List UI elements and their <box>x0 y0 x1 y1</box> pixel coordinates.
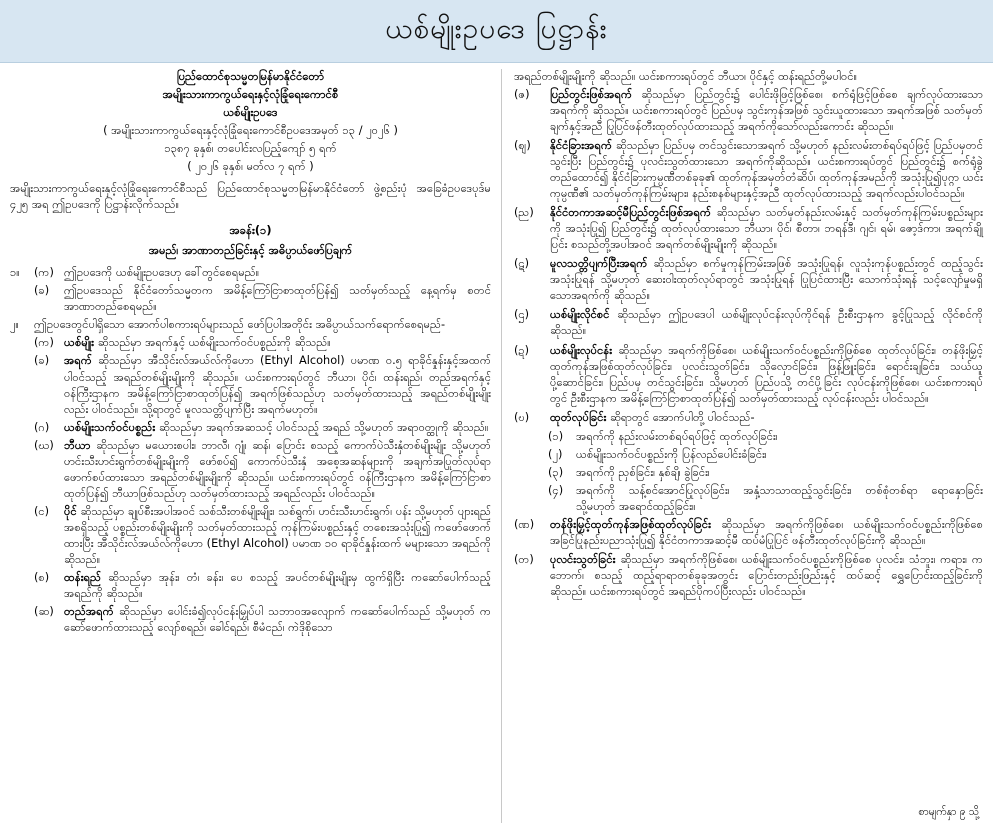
clause-2-sub-da <box>514 343 983 407</box>
clause-2-sa-text: ထန်းရည် ဆိုသည်မှာ အုန်း၊ တံ၊ ခန်း၊ ပေ စသည့် အပင်တစ်မျိုးမျိုးမှ ထွက်ရှိပြီး ကဆော်ပေါက်သည့် အရည်ကို ဆိုသည်။ <box>64 570 491 600</box>
clause-2-zha-text: နိုင်ငံခြားအရက် ဆိုသည်မှာ ပြည်ပမှ တင်သွင်းသောအရက် သို့မဟုတ် နည်းလမ်းတစ်ရပ်ရပ်ဖြင့် ပြည်ပမှတင်သွင်းပြီး ပြည်တွင်း၌ ပုလင်းသွတ်ထားသော အရက်ကိုဆိုသည်။ ယင်းစကားရပ်တွင် ပြည်တွင်း၌ စက်ရုံခွဲတည်ထောင်၍ နိုင်ငံခြားကုမ္ပဏီတစ်ခုခု၏ ထုတ်ကုန်အမှတ်တံဆိပ်၊ ထုတ်ကုန်အမည်ကို အသုံးပြု၍ပုဂ္ဂာ ယင်းကုမ္ပဏီ၏ သတ်မှတ်ကုန်ကြမ်းများ၊ နည်းစနစ်များနှင့်အညီ ထုတ်လုပ်ထားသည့် အရက်လည်းပါဝင်သည်။ <box>550 139 983 201</box>
chapter-label: အခန်း(၁) <box>229 224 272 238</box>
production-sub-4-label: (၄) <box>548 483 564 497</box>
clause-2-gha-text: ဘီယာ ဆိုသည်မှာ မယေားစပါး၊ ဘာလီ၊ ဂျုံ၊ ဆန်၊ ပြောင်း စသည့် ကောက်ပဲသီးနှံတစ်မျိုးမျိုး သို့မဟုတ် ဟင်းသီးဟင်းရွက်တစ်မျိုးမျိုးကို ဖော်စပ်၍ ကောက်ပဲသီးနှံ အစေ့အဆန်များကို အချက်အပြုတ်လုပ်ရာ ဖောက်စပ်ထားသော အရည်တစ်မျိုးမျိုးကို ဆိုသည်။ ယင်းစကားရပ်တွင် ဝန်ကြီးဌာနက အမိန့်ကြော်ငြာစာထုတ်ပြန်၍ ဘီယာဖြစ်သည်ဟု သတ်မှတ်ထားသည့် အရည်လည်း ပါဝင်သည်။ <box>64 438 491 500</box>
page-footer-note: စာမျက်နှာ ၉ သို့ <box>918 806 979 818</box>
clause-2-sub-ka <box>10 335 491 351</box>
preamble-line-5: ၁၃၈၇ ခုနှစ်၊ တပေါင်းလပြည့်ကျော် ၅ ရက် <box>164 142 337 156</box>
production-sub-1-text: အရက်ကို နည်းလမ်းတစ်ရပ်ရပ်ဖြင့် ထုတ်လုပ်ခြင်း၊ <box>576 429 778 443</box>
production-sub-2 <box>514 447 983 463</box>
clause-1-sub-a <box>10 265 491 281</box>
clause-1-number: ၁။ <box>10 266 20 280</box>
clause-2-intro-text: ဤဥပဒေတွင်ပါရှိသော အောက်ပါစကားရပ်များသည် ဖော်ပြပါအတိုင်း အဓိပ္ပာယ်သက်ရောက်စေရမည်- <box>34 318 446 332</box>
two-column-body <box>0 63 993 823</box>
clause-2-nya-label: (ည) <box>514 206 534 220</box>
clause-2-ga-text: ယစ်မျိုးသက်ဝင်ပစ္စည်း ဆိုသည်မှာ အရက်အဆသင့် ပါဝင်သည့် အရည် သို့မဟုတ် အရာဝတ္ထုကို ဆိုသည်။ <box>64 420 489 434</box>
clause-2-ta-label: (ဋ) <box>514 257 530 271</box>
clause-2-kha-label: (ခ) <box>34 354 50 368</box>
clause-2-da-text: ယစ်မျိုးလုပ်ငန်း ဆိုသည်မှာ အရက်ကိုဖြစ်စေ၊ ယစ်မျိုးသက်ဝင်ပစ္စည်းကိုဖြစ်စေ ထုတ်လုပ်ခြင်း၊ တန်ဖိုးမြှင့်ထုတ်ကုန်အဖြစ်ထုတ်လုပ်ခြင်း၊ ပုလင်းသွတ်ခြင်း၊ သိုလှောင်ခြင်း၊ ဖြန့်ဖြူးခြင်း၊ ရောင်းချခြင်း၊ သယ်ယူပို့ဆောင်ခြင်း၊ ပြည်ပမှ တင်သွင်းခြင်း၊ သို့မဟုတ် ပြည်ပသို့ တင်ပို့ခြင်း လုပ်ငန်းကိုဖြစ်စေ၊ ယင်းစကားရပ်တွင် ဦးစီးဌာနက အမိန့်ကြော်ငြာစာထုတ်ပြန်၍ သတ်မှတ်ထားသည့် လုပ်ငန်းလည်း ပါဝင်သည်။ <box>550 343 983 405</box>
clause-2-dha-label: (ဎ) <box>514 410 530 424</box>
clause-2-sub-gha <box>10 438 491 502</box>
clause-2-sub-kha <box>10 353 491 417</box>
page-header <box>0 0 993 63</box>
clause-2-zha-label: (ဈ) <box>514 139 531 153</box>
clause-1-a-text: ဤဥပဒေကို ယစ်မျိုးဥပဒေဟု ခေါ်တွင်စေရမည်။ <box>64 266 260 280</box>
clause-2-nga-label: (င) <box>34 504 50 518</box>
production-sub-4-text: အရက်ကို သန့်စင်အောင်ပြုလုပ်ခြင်း၊ အနှံ့သာသာထည့်သွင်းခြင်း၊ တစ်စုံတစ်ရာ ရောနှောခြင်း သို့မဟုတ် အရောင်ထည့်ခြင်း။ <box>576 483 983 513</box>
clause-2-intro <box>10 317 491 333</box>
clause-2-sub-ta <box>514 256 983 304</box>
clause-2-nya-text: နိုင်ငံတကာအဆင့်မီပြည်တွင်းဖြစ်အရက် ဆိုသည်မှာ သတ်မှတ်နည်းလမ်းနှင့် သတ်မှတ်ကုန်ကြမ်းပစ္စည်းများကို အသုံးပြု၍ ပြည်တွင်း၌ ထုတ်လုပ်ထားသော ဘီယာ၊ ပိုင်၊ စီတာ၊ ဘရန်ဒီ၊ ဂျင်၊ ရမ်၊ ဇော့ဒ်ကာ၊ အရက်ချိုပြင်း စသည်တို့အပါအဝင် အရက်တစ်မျိုးမျိုးကို ဆိုသည်။ <box>550 206 983 252</box>
clause-1-sub-b <box>10 283 491 315</box>
preamble-line-3: ယစ်မျိုးဥပဒေ <box>223 106 278 120</box>
clause-2-sub-sa <box>10 570 491 602</box>
production-sub-3-text: အရက်ကို ညှစ်ခြင်း၊ နှစ်ချိ၊ ခွဲခြင်း၊ <box>576 465 710 479</box>
preamble-line-4: ( အမျိုးသားကာကွယ်ရေးနှင့်လုံခြုံရေးကောင်စီဥပဒေအမှတ် ၁၃ / ၂၀၂၆ ) <box>103 124 398 138</box>
production-sub-4 <box>514 483 983 515</box>
continued-paragraph: အရည်တစ်မျိုးမျိုးကို ဆိုသည်။ ယင်းစကားရပ်တွင် ဘီယာ၊ ပိုင်နှင့် ထန်းရည်တို့မပါဝင်။ <box>514 70 858 83</box>
clause-2-nga-text: ပိုင် ဆိုသည်မှာ ချုပ်စီးအပါအဝင် သစ်သီးတစ်မျိုးမျိုး၊ သစ်ရွက်၊ ဟင်းသီးဟင်းရွက်၊ ပန်း သို့မဟုတ် ပျားရည် အစရှိသည့် ပစ္စည်းတစ်မျိုးမျိုးကို သတ်မှတ်ထားသည့် ကုန်ကြမ်းပစ္စည်းနှင့် တစေးအသုံးပြု၍ ကဖော်ဖောက်ထားပြီး အီသိုင်းလ်အယ်လ်ကိုဟော (Ethyl Alcohol) ပမာဏ ၁၀ ရာခိုင်နှုန်းထက် မများသော အရည်ကို ဆိုသည်။ <box>64 504 491 566</box>
preamble-line-6: ( ၂၀၂၆ ခုနှစ်၊ မတ်လ ၇ ရက် ) <box>187 160 314 174</box>
clause-2-hta-text: ယစ်မျိုးလိုင်စင် ဆိုသည်မှာ ဤဥပဒေပါ ယစ်မျိုးလုပ်ငန်းလုပ်ကိုင်ရန် ဦးစီးဌာနက ခွင့်ပြုသည့် လိုင်စင်ကို ဆိုသည်။ <box>550 308 983 338</box>
clause-2-na-label: (ဏ) <box>514 517 535 531</box>
enacting-clause: အမျိုးသားကာကွယ်ရေးနှင့်လုံခြုံရေးကောင်စီသည် ပြည်ထောင်စုသမ္မတမြန်မာနိုင်ငံတော် ဖွဲ့စည်းပုံ အခြေခံဥပဒေပုဒ်မ ၄၂၅ အရ ဤဥပဒေကို ပြဋ္ဌာန်းလိုက်သည်။ <box>10 182 491 212</box>
page-title: ယစ်မျိုးဥပဒေ ပြဋ္ဌာန်း <box>385 12 608 45</box>
clause-2-kha-text: အရက် ဆိုသည်မှာ အီသိုင်းလ်အယ်လ်ကိုဟော (Ethyl Alcohol) ပမာဏ ၀.၅ ရာခိုင်နှုန်းနှင့်အထက် ပါဝင်သည့် အရည်တစ်မျိုးမျိုးကို ဆိုသည်။ ယင်းစကားရပ်တွင် ဘီယာ၊ ပိုင်၊ ထန်းရည်၊ တည်အရက်နှင့် ဝန်ကြီးဌာနက အမိန့်ကြော်ငြာစာထုတ်ပြန်၍ အရက်ဖြစ်သည်ဟု သတ်မှတ်ထားသည့် အရည်တစ်မျိုးမျိုးလည်း ပါဝင်သည်။ သို့ရာတွင် မူလသတ္တိပျက်ပြီး အရက်မဟုတ်။ <box>64 354 491 416</box>
clause-2-sub-nga <box>10 504 491 568</box>
production-sub-1-label: (၁) <box>548 429 564 443</box>
clause-2-hta-label: (ဌ) <box>514 308 530 322</box>
left-column <box>10 69 502 823</box>
production-sub-2-label: (၂) <box>548 447 563 461</box>
clause-2-tta-text: ပုလင်းသွတ်ခြင်း ဆိုသည်မှာ အရက်ကိုဖြစ်စေ၊ ယစ်မျိုးသက်ဝင်ပစ္စည်းကိုဖြစ်စေ ပုလင်း၊ သံဘူး၊ ကရား၊ ကဘောက်၊ စသည့် ထည့်ရာရာတစ်ခုခုအတွင်း ပြောင်းတည်းဖြည်းနှင့် ထပ်ဆင့် ရွှေပြောင်းထည့်ခြင်းကို ဆိုသည်။ ယင်းစကားရပ်တွင် အရည်ပိုကပ်ပြီးလည်း ပါဝင်သည်။ <box>550 552 983 598</box>
clause-2-number: ၂။ <box>10 318 19 332</box>
clause-2-dha-text: ထုတ်လုပ်ခြင်း ဆိုရာတွင် အောက်ပါတို့ ပါဝင်သည်- <box>550 410 755 424</box>
production-sub-3-label: (၃) <box>548 465 564 479</box>
clause-2-sub-nya <box>514 205 983 253</box>
preamble-block <box>10 69 491 175</box>
clause-2-na-text: တန်ဖိုးမြှင့်ထုတ်ကုန်အဖြစ်ထုတ်လုပ်ခြင်း ဆိုသည်မှာ အရက်ကိုဖြစ်စေ၊ ယစ်မျိုးသက်ဝင်ပစ္စည်းကိုဖြစ်စေ အခြင်ပြုနည်းပညာသုံးပြု၍ နိုင်ငံတကာအဆင့်မီ ထပ်မံပြုပြင် ဖန်တီးထုတ်လုပ်ခြင်းကို ဆိုသည်။ <box>550 517 983 547</box>
clause-2-ta-text: မူလသတ္တိပျက်ပြီးအရက် ဆိုသည်မှာ စက်မှုကုန်ကြမ်းအဖြစ် အသုံးပြုရန်၊ လူသုံးကုန်ပစ္စည်းတွင် ထည့်သွင်းအသုံးပြုရန် သို့မဟုတ် ဆေးဝါးထုတ်လုပ်ရာတွင် အသုံးပြုရန် ပြုပြင်ထားပြီး သောက်သုံးရန် သင့်လျော်မှုမရှိသောအရက်ကို ဆိုသည်။ <box>550 257 983 303</box>
production-sub-1 <box>514 429 983 445</box>
production-sub-2-text: ယစ်မျိုးသက်ဝင်ပစ္စည်းကို ပြန်လည်ပေါင်းခံခြင်း၊ <box>576 447 767 461</box>
preamble-line-1: ပြည်ထောင်စုသမ္မတမြန်မာနိုင်ငံတော် <box>176 70 325 83</box>
clause-2-sub-ga <box>10 420 491 436</box>
clause-2-sub-na <box>514 517 983 549</box>
clause-2-za-text: ပြည်တွင်းဖြစ်အရက် ဆိုသည်မှာ ပြည်တွင်း၌ ပေါင်းဖိုဖြင့်ဖြစ်စေ၊ စက်ရုံဖြင့်ဖြစ်စေ ချက်လုပ်ထားသော အရက်ကို ဆိုသည်။ ယင်းစကားရပ်တွင် ပြည်ပမှ သွင်းကုန်အဖြစ် သွင်းယူထားသော အရက်အဖြစ် သတ်မှတ်ချက်နှင့်အညီ ပြုပြင်ဖန်တီးထုတ်လုပ်ထားသည့် အရက်ကိုသော်လည်းကောင်း ဆိုသည်။ <box>550 88 983 134</box>
clause-2-ga-label: (ဂ) <box>34 420 50 434</box>
clause-2-da-label: (ဍ) <box>514 343 530 357</box>
clause-2-sub-zha <box>514 138 983 202</box>
preamble-line-2: အမျိုးသားကာကွယ်ရေးနှင့်လုံခြုံရေးကောင်စီ <box>162 88 339 102</box>
clause-2-gha-label: (ဃ) <box>34 438 54 452</box>
clause-1-b-text: ဤဥပဒေသည် နိုင်ငံတော်သမ္မတက အမိန့်ကြော်ငြာစာထုတ်ပြန်၍ သတ်မှတ်သည့် နေ့ရက်မှ စတင်အာဏာတည်စေရမည်။ <box>64 284 491 314</box>
clause-2-sa-label: (စ) <box>34 570 50 584</box>
clause-2-sub-tta <box>514 552 983 600</box>
clause-2-sub-hsa <box>10 604 491 636</box>
production-sub-3 <box>514 465 983 481</box>
clause-2-tta-label: (တ) <box>514 552 534 566</box>
chapter-title: အမည်၊ အာဏာတည်ခြင်းနှင့် အဓိပ္ပာယ်ဖော်ပြချက် <box>148 244 353 258</box>
clause-2-hsa-text: တည်အရက် ဆိုသည်မှာ ပေါင်းခံ၍လုပ်ငန်းမြှုပ်ပါ သဘာဝအလျောက် ကဆော်ပေါက်သည် သို့မဟုတ် ကဆော်ဖောက်ထားသည့် လျော်စရည်၊ ခေါင်ရည်၊ စီမံငည်၊ ကဲဒိုစိုသော <box>64 604 491 634</box>
clause-2-sub-hta <box>514 307 983 339</box>
clause-2-ka-text: ယစ်မျိုး ဆိုသည်မှာ အရက်နှင့် ယစ်မျိုးသက်ဝင်ပစ္စည်းကို ဆိုသည်။ <box>64 336 331 350</box>
clause-2-sub-za <box>514 87 983 135</box>
clause-2-za-label: (ဇ) <box>514 88 530 102</box>
clause-2-sub-dha <box>514 410 983 426</box>
clause-2-ka-label: (က) <box>34 336 54 350</box>
clause-1-a-label: (က) <box>34 266 54 280</box>
clause-2-hsa-label: (ဆ) <box>34 604 54 618</box>
clause-1-b-label: (ခ) <box>34 284 50 298</box>
right-column <box>502 69 983 823</box>
